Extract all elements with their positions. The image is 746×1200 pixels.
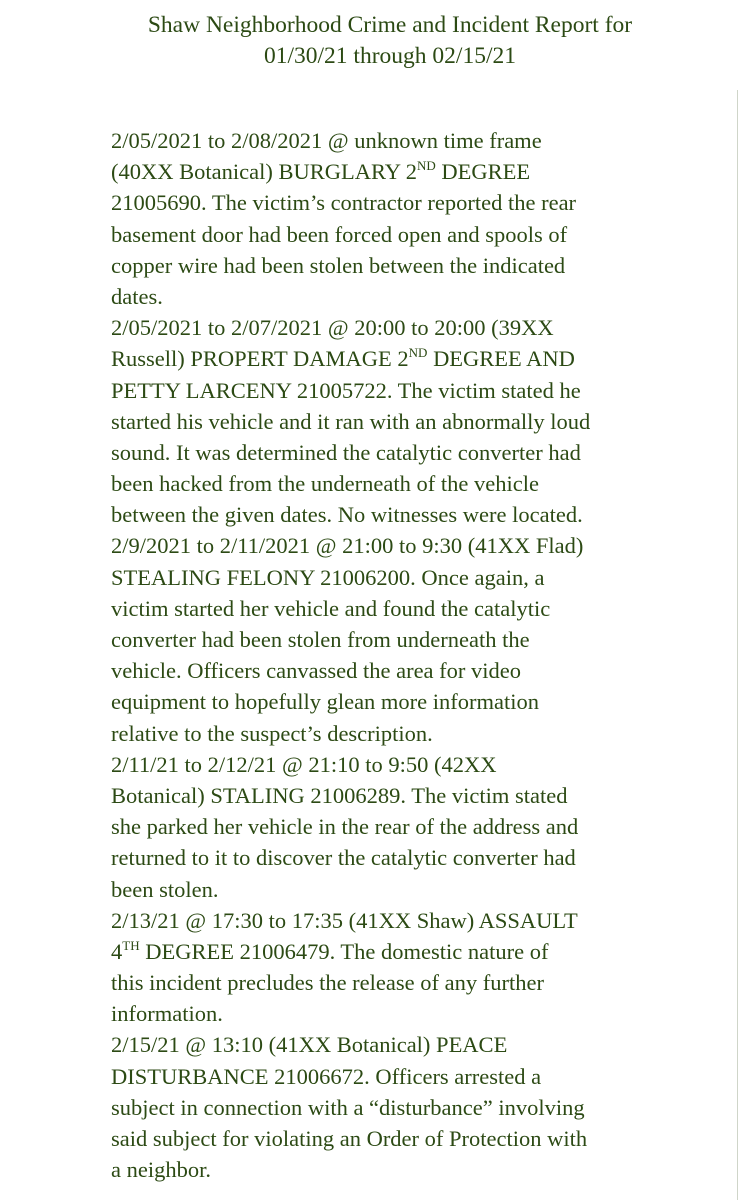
- text-line: dates.: [111, 283, 163, 309]
- text-segment: DEGREE 21006479. The domestic nature of: [139, 938, 549, 964]
- text-segment: DEGREE: [435, 159, 531, 185]
- page-edge-divider: [737, 90, 738, 1200]
- text-line: [111, 343, 671, 374]
- text-line: started his vehicle and it ran with an abnormally loud: [111, 408, 591, 434]
- incident-entry-5: [111, 905, 671, 1030]
- incident-entry-4: [111, 749, 671, 905]
- text-line: been hacked from the underneath of the vehicle: [111, 471, 539, 497]
- text-line: 21005690. The victim’s contractor reported the rear: [111, 190, 577, 216]
- text-line: converter had been stolen from underneath the: [111, 627, 530, 652]
- text-line: returned to it to discover the catalytic converter had: [111, 845, 576, 871]
- text-line: sound. It was determined the catalytic converter had: [111, 439, 581, 465]
- text-line: relative to the suspect’s description.: [111, 720, 433, 746]
- text-line: between the given dates. No witnesses were located.: [111, 502, 583, 528]
- incident-entry-1: [111, 125, 671, 312]
- ordinal-superscript: TH: [122, 937, 140, 953]
- text-segment: DEGREE AND: [427, 346, 575, 372]
- report-title-line-1: Shaw Neighborhood Crime and Incident Report for: [147, 12, 633, 38]
- ordinal-superscript: ND: [408, 345, 428, 361]
- text-line: copper wire had been stolen between the indicated: [111, 252, 566, 278]
- text-line: 2/05/2021 to 2/08/2021 @ unknown time frame: [111, 128, 542, 153]
- text-line: information.: [111, 1001, 223, 1027]
- text-line: 2/05/2021 to 2/07/2021 @ 20:00 to 20:00 (39XX: [111, 315, 554, 341]
- text-segment: 4: [111, 938, 123, 964]
- report-date-range: 01/30/21 through 02/15/21: [264, 43, 516, 69]
- text-line: subject in connection with a “disturbance” involving: [111, 1094, 585, 1120]
- text-line: vehicle. Officers canvassed the area for video: [111, 658, 522, 684]
- ordinal-superscript: ND: [417, 158, 436, 174]
- text-line: STEALING FELONY 21006200. Once again, a: [111, 564, 545, 590]
- text-line: 2/11/21 to 2/12/21 @ 21:10 to 9:50 (42XX: [111, 751, 497, 777]
- text-segment: Russell) PROPERT DAMAGE 2: [111, 346, 409, 372]
- text-line: [111, 156, 671, 187]
- text-line: said subject for violating an Order of Protection with: [111, 1126, 588, 1151]
- text-line: she parked her vehicle in the rear of the address and: [111, 814, 579, 840]
- text-line: Botanical) STALING 21006289. The victim stated: [111, 782, 568, 808]
- text-line: basement door had been forced open and spools of: [111, 221, 568, 247]
- text-segment: (40XX Botanical) BURGLARY 2: [111, 159, 418, 185]
- incident-entry-2: [111, 312, 671, 530]
- text-line: equipment to hopefully glean more information: [111, 689, 540, 715]
- text-line: 2/15/21 @ 13:10 (41XX Botanical) PEACE: [111, 1032, 508, 1058]
- incident-list: [111, 125, 671, 1185]
- text-line: a neighbor.: [111, 1157, 211, 1183]
- text-line: been stolen.: [111, 876, 219, 902]
- text-line: this incident precludes the release of any further: [111, 970, 544, 996]
- incident-entry-6: [111, 1029, 671, 1185]
- text-line: [111, 936, 671, 967]
- text-line: DISTURBANCE 21006672. Officers arrested a: [111, 1063, 542, 1089]
- report-title: [0, 10, 746, 72]
- text-line: 2/9/2021 to 2/11/2021 @ 21:00 to 9:30 (41XX Flad): [111, 533, 584, 559]
- text-line: victim started her vehicle and found the catalytic: [111, 595, 551, 621]
- incident-entry-3: [111, 530, 671, 748]
- text-line: 2/13/21 @ 17:30 to 17:35 (41XX Shaw) ASSAULT: [111, 907, 578, 933]
- text-line: PETTY LARCENY 21005722. The victim stated he: [111, 377, 581, 403]
